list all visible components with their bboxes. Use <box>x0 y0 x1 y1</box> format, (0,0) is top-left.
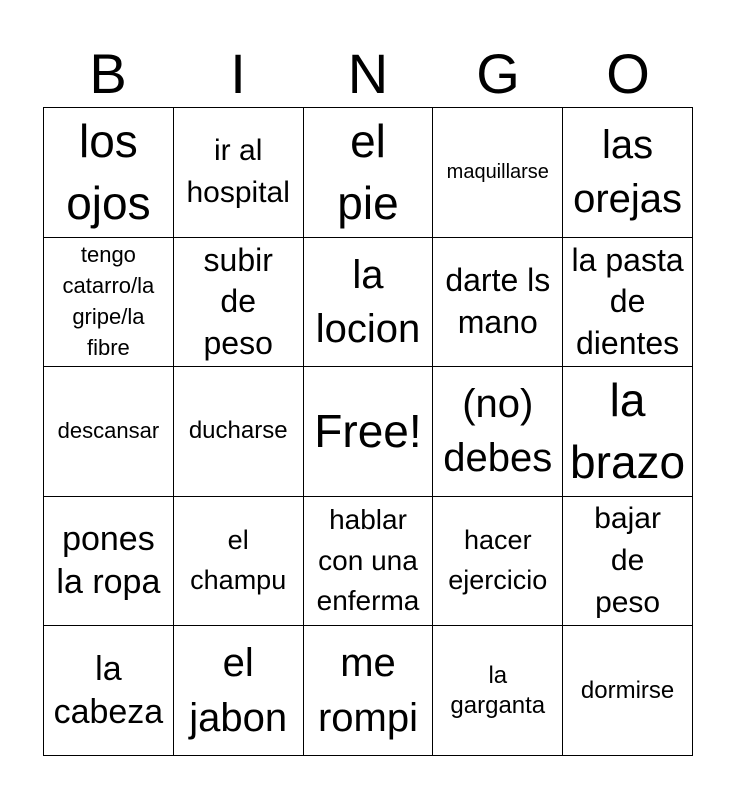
cell-text: la cabeza <box>53 649 164 731</box>
bingo-cell <box>44 626 174 756</box>
cell-text: tengo catarro/la gripe/la fibre <box>62 242 155 360</box>
header-letter-g: G <box>476 42 520 105</box>
bingo-cell <box>304 497 434 627</box>
bingo-board <box>43 107 693 756</box>
cell-text: ducharse <box>188 417 288 445</box>
bingo-cell <box>44 367 174 497</box>
cell-text: la garganta <box>450 661 546 719</box>
header-letter-i: I <box>230 42 246 105</box>
bingo-cell <box>304 108 434 238</box>
header-letter-n: N <box>347 42 389 105</box>
cell-text: subir de peso <box>203 241 273 361</box>
bingo-cell <box>563 367 693 497</box>
cell-text: el pie <box>337 114 399 230</box>
cell-text: dormirse <box>580 676 675 704</box>
bingo-cell <box>174 238 304 368</box>
cell-text: la pasta de dientes <box>571 241 684 361</box>
bingo-cell <box>433 238 563 368</box>
cell-text: las orejas <box>573 122 683 222</box>
bingo-cell <box>304 238 434 368</box>
free-space-label: Free! <box>314 404 422 457</box>
cell-text: el jabon <box>189 641 288 740</box>
free-space-cell <box>304 367 434 497</box>
bingo-header <box>43 40 693 108</box>
cell-text: darte ls mano <box>445 262 551 340</box>
bingo-cell <box>174 626 304 756</box>
bingo-cell <box>174 497 304 627</box>
cell-text: el champu <box>190 525 287 596</box>
cell-text: hacer ejercicio <box>448 525 548 596</box>
bingo-cell <box>563 108 693 238</box>
cell-text: hablar con una enferma <box>316 504 420 617</box>
cell-text: ir al hospital <box>186 134 290 210</box>
bingo-cell <box>433 497 563 627</box>
cell-text: la brazo <box>570 373 686 489</box>
bingo-cell <box>44 497 174 627</box>
header-letter-b: B <box>89 42 127 105</box>
bingo-cell <box>304 626 434 756</box>
bingo-cell <box>433 108 563 238</box>
bingo-cell <box>44 108 174 238</box>
bingo-cell <box>563 497 693 627</box>
bingo-cell <box>563 238 693 368</box>
cell-text: descansar <box>57 418 160 444</box>
bingo-cell <box>174 367 304 497</box>
cell-text: la locion <box>315 252 421 351</box>
cell-text: pones la ropa <box>56 519 161 602</box>
cell-text: los ojos <box>66 114 151 230</box>
cell-text: maquillarse <box>446 160 549 183</box>
bingo-cell <box>563 626 693 756</box>
cell-text: (no) debes <box>443 382 553 481</box>
bingo-cell <box>44 238 174 368</box>
cell-text: me rompi <box>317 641 418 740</box>
header-letter-o: O <box>606 42 650 105</box>
bingo-cell <box>174 108 304 238</box>
cell-text: bajar de peso <box>594 502 661 620</box>
bingo-cell <box>433 367 563 497</box>
bingo-cell <box>433 626 563 756</box>
